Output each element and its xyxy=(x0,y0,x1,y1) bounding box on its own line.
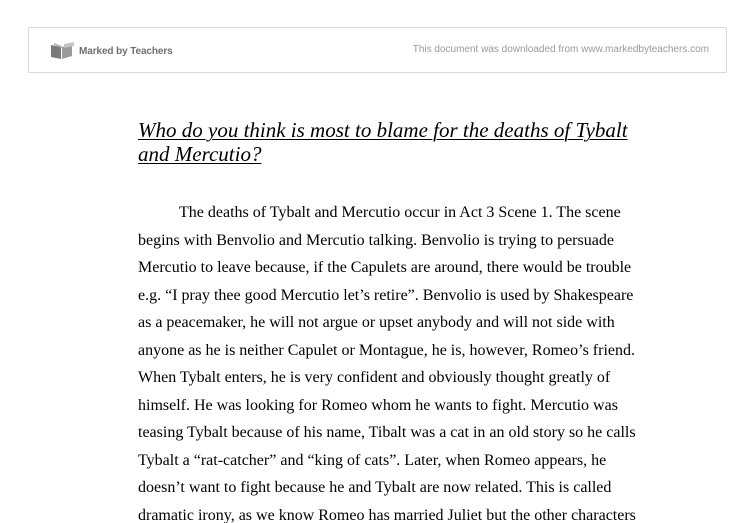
essay-body xyxy=(138,199,638,523)
body-line: Tybalt a “rat-catcher” and “king of cats”. Later, when Romeo appears, he xyxy=(138,451,607,469)
body-line: teasing Tybalt because of his name, Tibalt was a cat in an old story so he calls xyxy=(138,424,636,441)
body-line: Mercutio to leave because, if the Capulets are around, there would be trouble xyxy=(138,259,632,276)
title-line: Who do you think is most to blame for the deaths of Tybalt xyxy=(138,118,628,142)
body-line: The deaths of Tybalt and Mercutio occur in Act 3 Scene 1. The scene xyxy=(179,204,621,221)
body-line: himself. He was looking for Romeo whom he wants to fight. Mercutio was xyxy=(138,396,618,414)
body-line: dramatic irony, as we know Romeo has married Juliet but the other characters xyxy=(138,506,636,523)
body-line: as a peacemaker, he will not argue or upset anybody and will not side with xyxy=(138,314,615,331)
download-source-note: This document was downloaded from www.markedbyteachers.com xyxy=(412,44,709,55)
body-line: When Tybalt enters, he is very confident and obviously thought greatly of xyxy=(138,369,611,386)
open-book-icon xyxy=(50,42,76,60)
body-line: doesn’t want to fight because he and Tybalt are now related. This is called xyxy=(138,479,612,496)
essay-title xyxy=(138,118,658,166)
brand-logo[interactable] xyxy=(50,41,173,61)
body-line: anyone as he is neither Capulet or Montague, he is, however, Romeo’s friend. xyxy=(138,341,636,359)
title-line: and Mercutio? xyxy=(138,142,262,166)
body-line: begins with Benvolio and Mercutio talking. Benvolio is trying to persuade xyxy=(138,231,614,249)
watermark-header xyxy=(28,27,727,73)
body-line: e.g. “I pray thee good Mercutio let’s retire”. Benvolio is used by Shakespeare xyxy=(138,286,634,304)
brand-name: Marked by Teachers xyxy=(79,45,173,57)
